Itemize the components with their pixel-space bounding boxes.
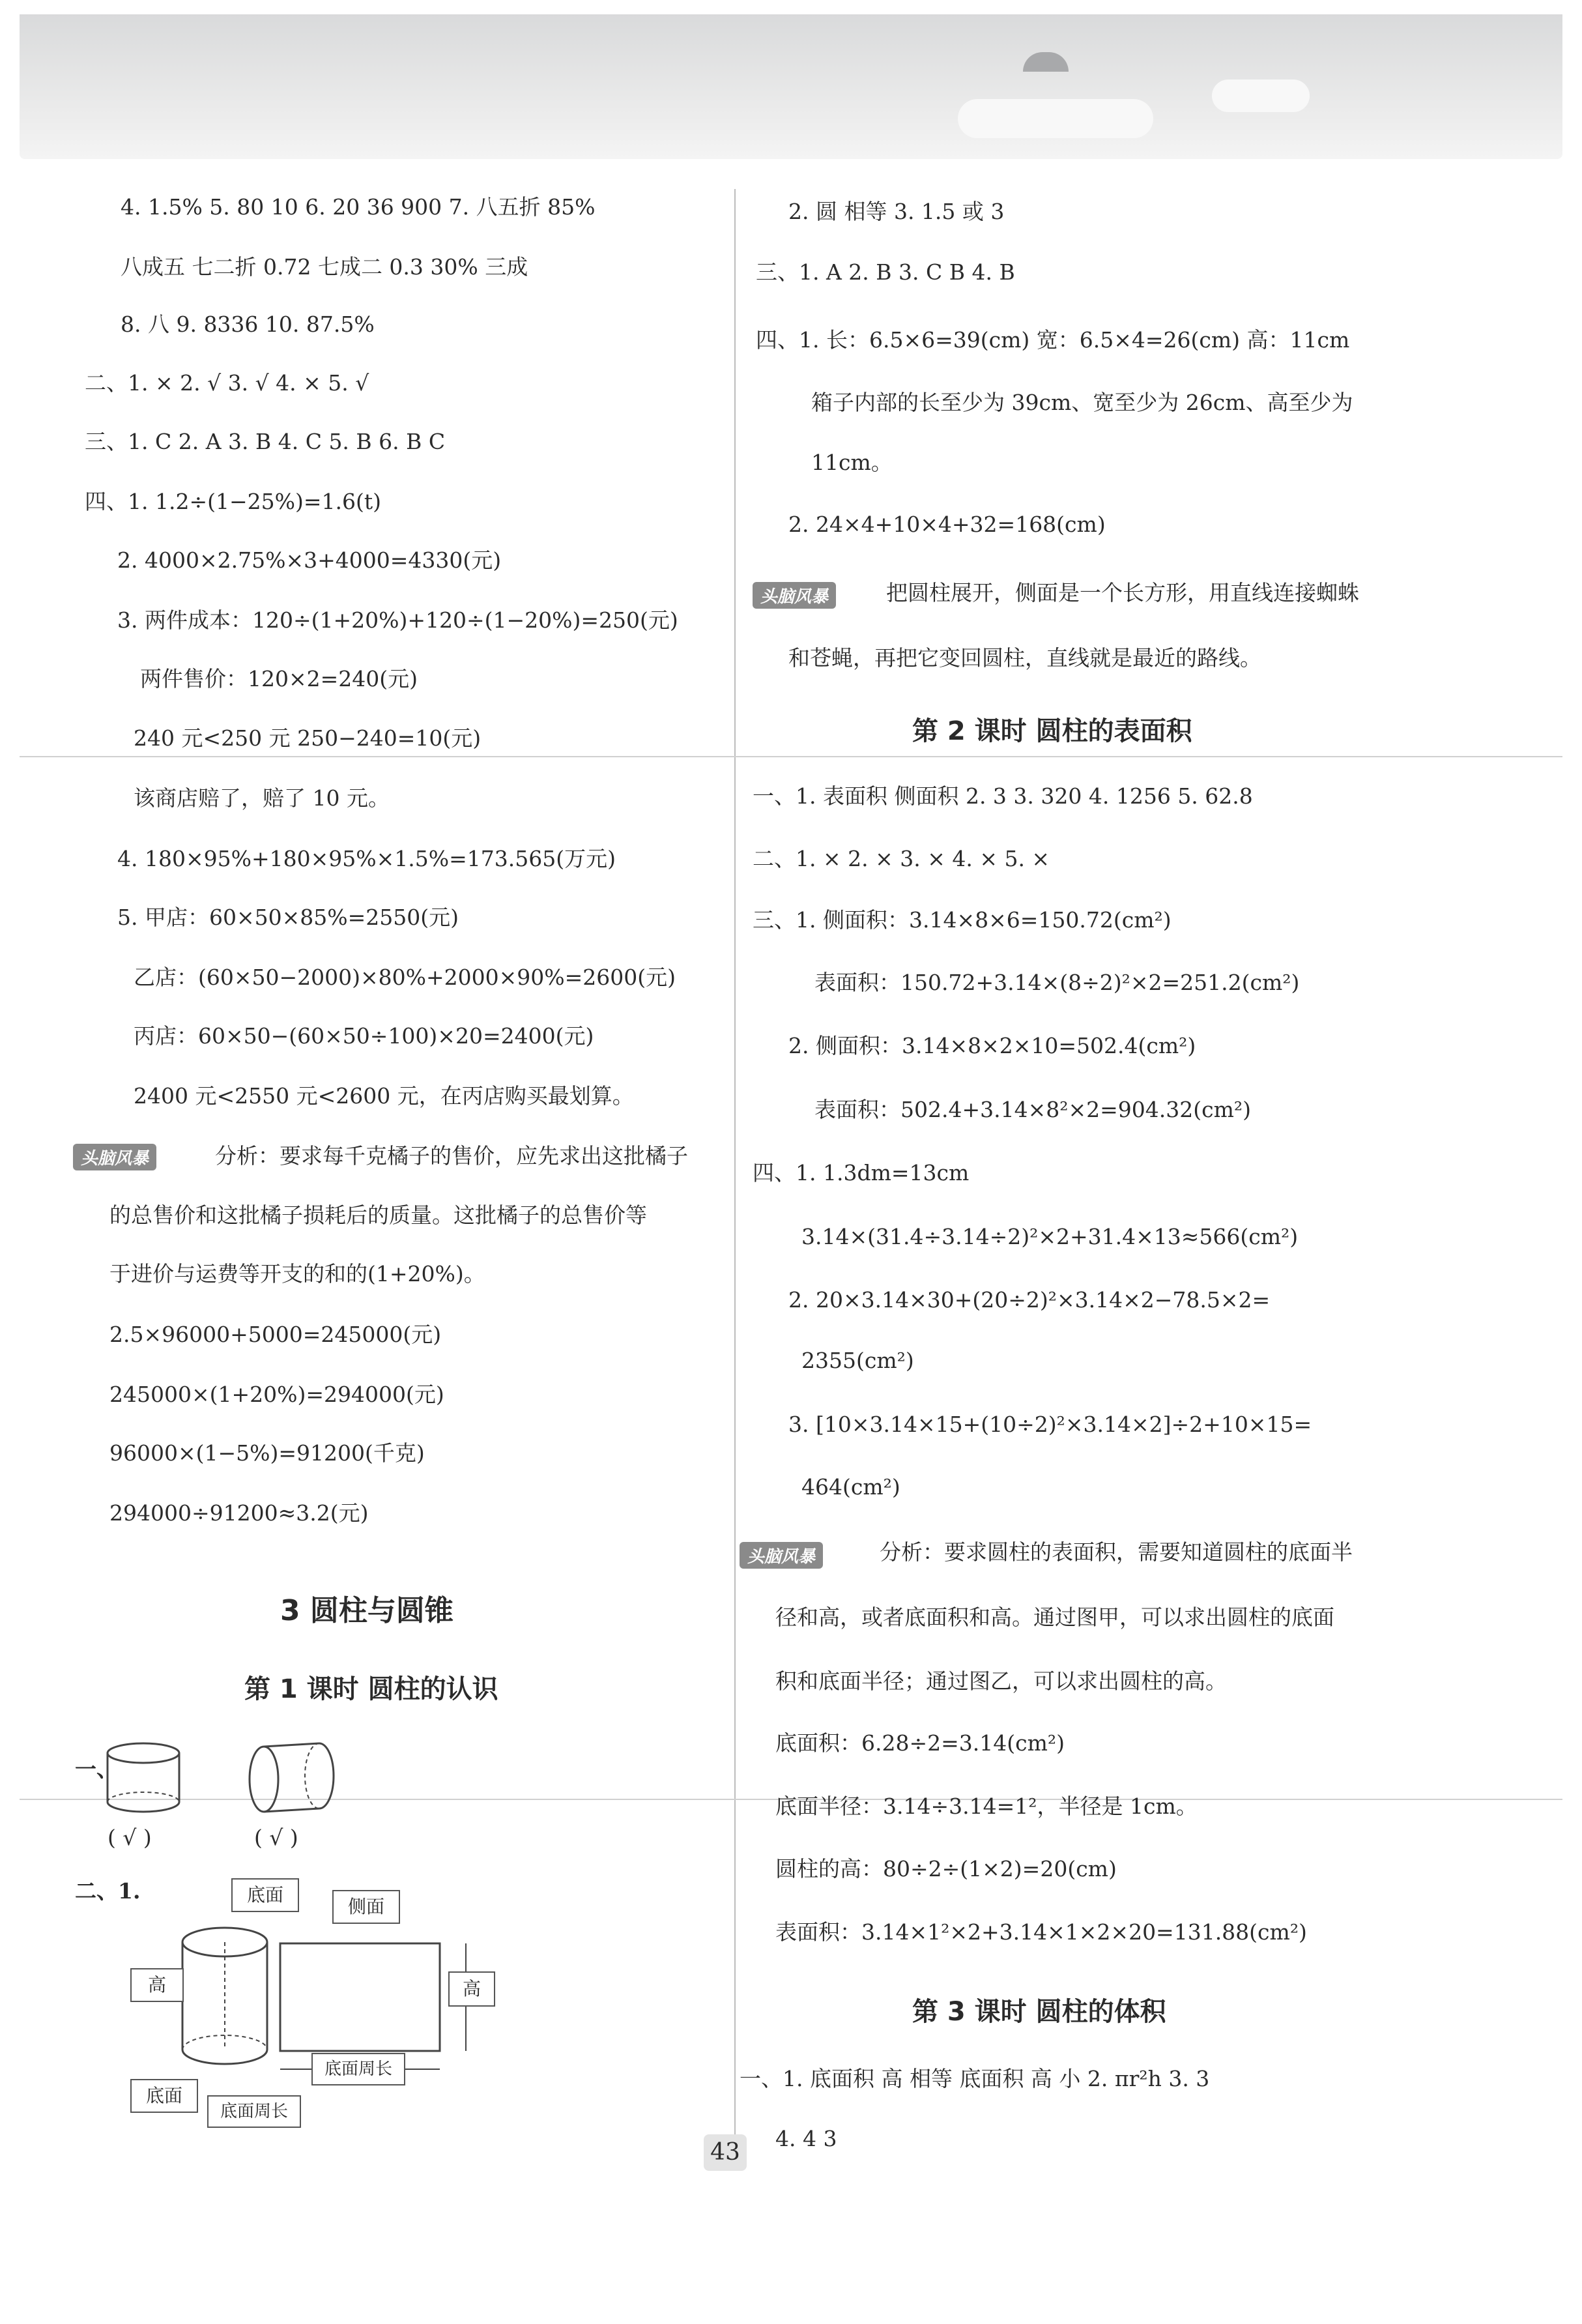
answer-line: 三、1. A 2. B 3. C B 4. B <box>756 259 1015 285</box>
answer-line: 四、1. 长：6.5×6=39(cm) 宽：6.5×4=26(cm) 高：11cm <box>756 327 1350 353</box>
answer-line: 245000×(1+20%)=294000(元) <box>109 1382 444 1407</box>
answer-line: 三、1. 侧面积：3.14×8×6=150.72(cm²) <box>753 907 1172 933</box>
cloud-icon <box>1212 80 1310 112</box>
brainstorm-badge: 头脑风暴 <box>740 1542 823 1569</box>
label-top-base: 底面 <box>231 1878 299 1912</box>
answer-line: 八成五 七二折 0.72 七成二 0.3 30% 三成 <box>121 254 528 280</box>
label-side: 侧面 <box>332 1890 400 1924</box>
answer-line: 底面半径：3.14÷3.14=1²，半径是 1cm。 <box>775 1794 1198 1819</box>
answer-line: 294000÷91200≈3.2(元) <box>109 1500 369 1526</box>
label-bottom-base: 底面 <box>130 2079 198 2113</box>
answer-line: 4. 1.5% 5. 80 10 6. 20 36 900 7. 八五折 85% <box>121 194 596 220</box>
answer-line: 5. 甲店：60×50×85%=2550(元) <box>117 905 459 930</box>
answer-line: 径和高，或者底面积和高。通过图甲，可以求出圆柱的底面 <box>775 1605 1334 1630</box>
answer-line: 表面积：3.14×1²×2+3.14×1×2×20=131.88(cm²) <box>775 1919 1307 1945</box>
answer-line: 把圆柱展开，侧面是一个长方形，用直线连接蜘蛛 <box>886 580 1359 605</box>
label-height: 高 <box>130 1968 184 2002</box>
answer-line: 11cm。 <box>811 450 893 475</box>
label-base-circumference: 底面周长 <box>207 2095 301 2128</box>
page-header-banner <box>20 14 1562 159</box>
answer-line: 积和底面半径；通过图乙，可以求出圆柱的高。 <box>775 1668 1227 1694</box>
answer-line: 464(cm²) <box>801 1474 900 1500</box>
answer-line: 2400 元<2550 元<2600 元，在丙店购买最划算。 <box>134 1083 634 1109</box>
answer-line: 表面积：502.4+3.14×8²×2=904.32(cm²) <box>814 1097 1251 1122</box>
answer-line: 96000×(1−5%)=91200(千克) <box>109 1440 425 1466</box>
answer-line: 底面积：6.28÷2=3.14(cm²) <box>775 1730 1065 1756</box>
answer-line: 三、1. C 2. A 3. B 4. C 5. B 6. B C <box>85 429 446 454</box>
question-label: 一、 <box>75 1756 118 1782</box>
cloud-icon <box>958 99 1153 138</box>
answer-line: 二、1. × 2. × 3. × 4. × 5. × <box>753 846 1050 871</box>
answer-line: 四、1. 1.3dm=13cm <box>753 1160 970 1185</box>
answer-line: 2.5×96000+5000=245000(元) <box>109 1322 442 1347</box>
label-height: 高 <box>448 1971 495 2007</box>
answer-mark: ( √ ) <box>254 1825 298 1850</box>
answer-line: 2. 20×3.14×30+(20÷2)²×3.14×2−78.5×2= <box>788 1287 1271 1313</box>
answer-line: 分析：要求每千克橘子的售价，应先求出这批橘子 <box>215 1143 688 1169</box>
page-number: 43 <box>704 2134 747 2171</box>
brainstorm-badge: 头脑风暴 <box>753 582 836 609</box>
lesson-title: 第 3 课时 圆柱的体积 <box>912 1997 1166 2027</box>
answer-line: 乙店：(60×50−2000)×80%+2000×90%=2600(元) <box>134 965 676 990</box>
answer-line: 240 元<250 元 250−240=10(元) <box>134 725 482 751</box>
answer-line: 3. [10×3.14×15+(10÷2)²×3.14×2]÷2+10×15= <box>788 1412 1312 1437</box>
answer-line: 四、1. 1.2÷(1−25%)=1.6(t) <box>85 489 381 514</box>
answer-line: 3.14×(31.4÷3.14÷2)²×2+31.4×13≈566(cm²) <box>801 1224 1299 1249</box>
cylinder-icon <box>241 1737 339 1822</box>
lesson-title: 第 1 课时 圆柱的认识 <box>244 1674 498 1704</box>
lesson-title: 第 2 课时 圆柱的表面积 <box>912 716 1192 746</box>
answer-line: 二、1. × 2. √ 3. √ 4. × 5. √ <box>85 370 369 396</box>
answer-line: 4. 180×95%+180×95%×1.5%=173.565(万元) <box>117 846 616 871</box>
answer-line: 一、1. 表面积 侧面积 2. 3 3. 320 4. 1256 5. 62.8 <box>753 783 1253 809</box>
answer-line: 2. 圆 相等 3. 1.5 或 3 <box>788 199 1005 224</box>
answer-line: 该商店赔了，赔了 10 元。 <box>134 785 390 811</box>
answer-line: 3. 两件成本：120÷(1+20%)+120÷(1−20%)=250(元) <box>117 607 678 633</box>
answer-line: 的总售价和这批橘子损耗后的质量。这批橘子的总售价等 <box>109 1202 647 1228</box>
label-base-circumference: 底面周长 <box>311 2053 405 2085</box>
answer-line: 2. 侧面积：3.14×8×2×10=502.4(cm²) <box>788 1033 1196 1058</box>
answer-line: 箱子内部的长至少为 39cm、宽至少为 26cm、高至少为 <box>811 390 1353 415</box>
answer-line: 表面积：150.72+3.14×(8÷2)²×2=251.2(cm²) <box>814 970 1300 995</box>
answer-line: 8. 八 9. 8336 10. 87.5% <box>121 312 375 337</box>
answer-line: 圆柱的高：80÷2÷(1×2)=20(cm) <box>775 1856 1117 1881</box>
answer-line: 丙店：60×50−(60×50÷100)×20=2400(元) <box>134 1023 594 1049</box>
sun-icon <box>1023 52 1069 72</box>
cylinder-icon <box>101 1740 186 1818</box>
answer-line: 2. 24×4+10×4+32=168(cm) <box>788 512 1106 537</box>
question-label: 二、1. <box>75 1878 141 1904</box>
column-divider <box>734 189 736 2151</box>
answer-line: 一、1. 底面积 高 相等 底面积 高 小 2. πr²h 3. 3 <box>740 2066 1210 2091</box>
answer-line: 两件售价：120×2=240(元) <box>140 666 418 691</box>
brainstorm-badge: 头脑风暴 <box>73 1144 156 1170</box>
fold-line <box>20 756 1562 757</box>
unit-title: 3 圆柱与圆锥 <box>280 1594 453 1627</box>
answer-line: 于进价与运费等开支的和的(1+20%)。 <box>109 1261 485 1286</box>
answer-line: 2355(cm²) <box>801 1348 914 1373</box>
answer-line: 和苍蝇，再把它变回圆柱，直线就是最近的路线。 <box>788 645 1261 671</box>
answer-line: 分析：要求圆柱的表面积，需要知道圆柱的底面半 <box>880 1539 1353 1565</box>
answer-line: 4. 4 3 <box>775 2126 837 2151</box>
answer-mark: ( √ ) <box>108 1825 152 1850</box>
answer-line: 2. 4000×2.75%×3+4000=4330(元) <box>117 547 502 573</box>
